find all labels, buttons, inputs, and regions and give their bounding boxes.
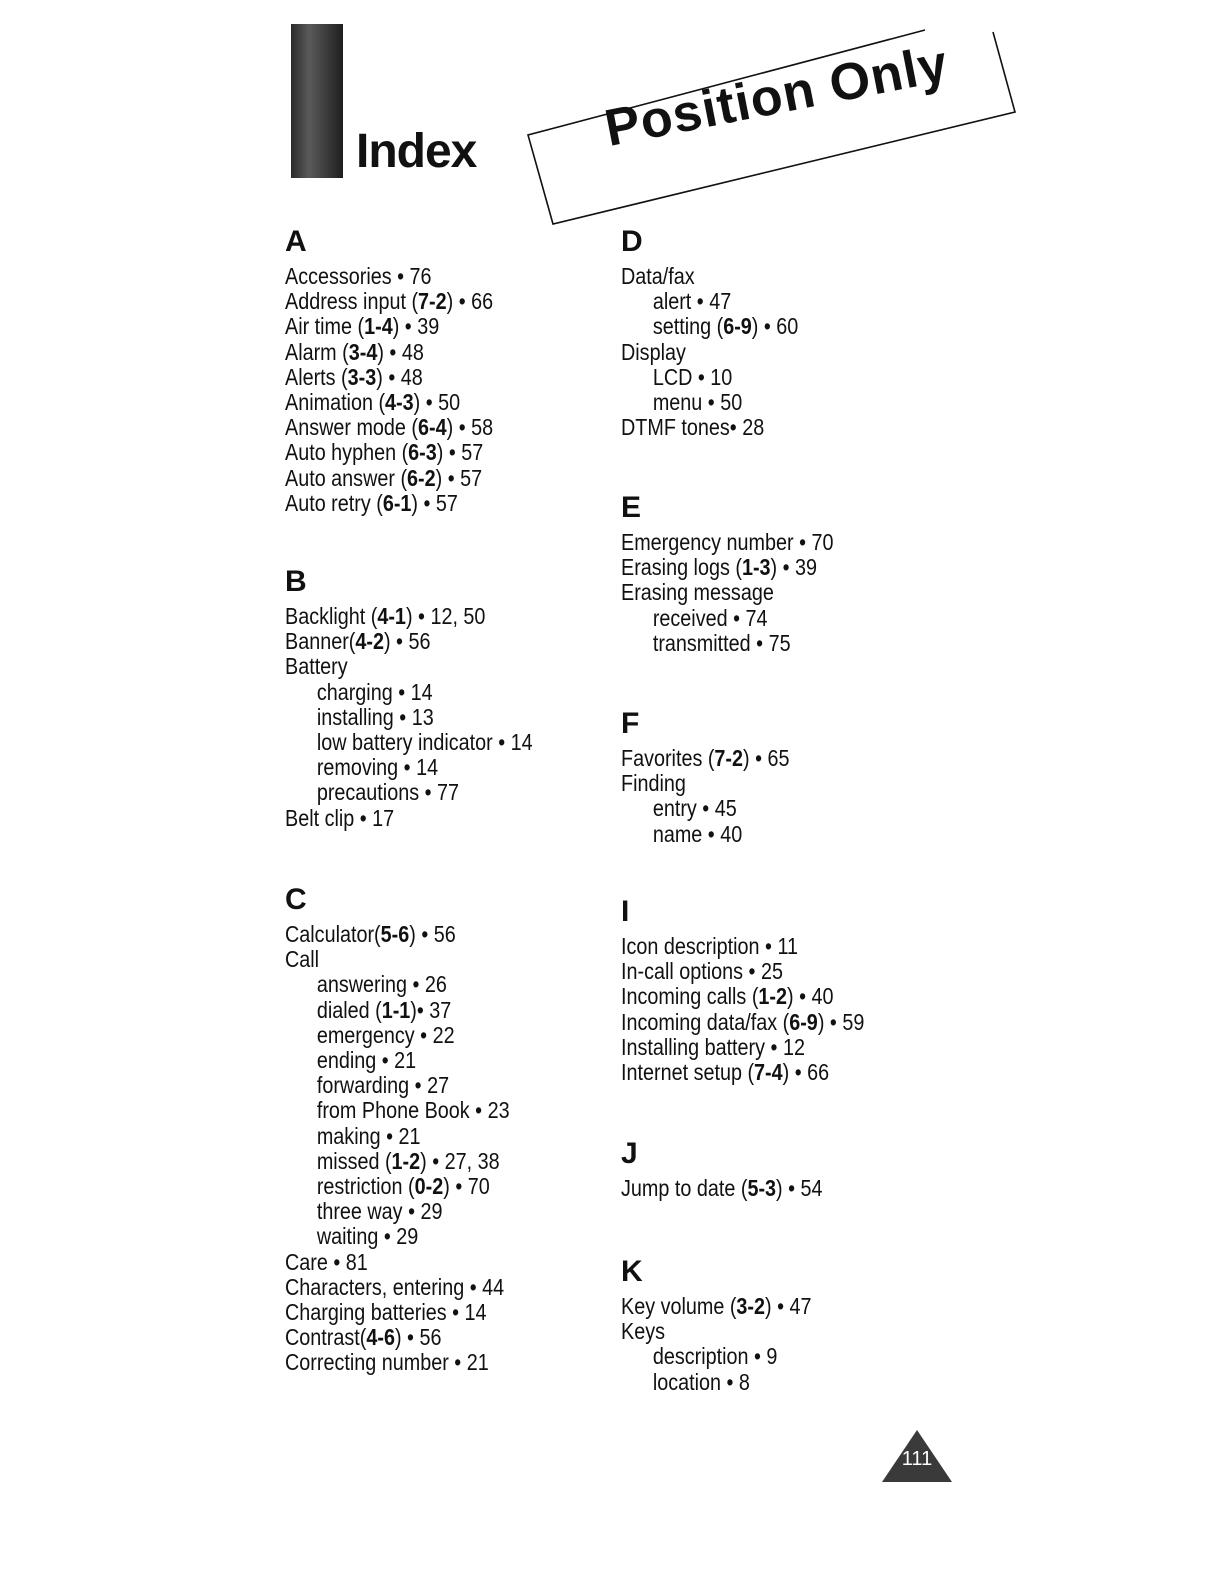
entry-text: Finding <box>621 770 686 797</box>
entry-page-ref: ) • 48 <box>376 363 423 390</box>
entry-text: Accessories • 76 <box>285 263 432 289</box>
entry-page-ref: ) • 39 <box>392 313 440 340</box>
menu-shortcut-code: 1-3 <box>741 554 771 581</box>
index-entry <box>285 1350 560 1375</box>
index-entry <box>285 415 560 440</box>
entry-page-ref: ) • 57 <box>411 489 458 516</box>
index-entry <box>621 555 905 580</box>
entry-text: Jump to date ( <box>621 1175 748 1201</box>
entry-page-ref: ) • 66 <box>782 1059 830 1086</box>
index-subentry <box>621 606 905 631</box>
entry-text: ending • 21 <box>316 1047 417 1074</box>
menu-shortcut-code: 1-2 <box>758 983 788 1010</box>
entry-page-ref: ) • 40 <box>787 983 834 1010</box>
section-letter: K <box>621 1255 643 1288</box>
entry-page-ref: ) • 27, 38 <box>420 1147 500 1174</box>
index-subentry <box>285 1149 560 1174</box>
entry-text: entry • 45 <box>652 795 737 822</box>
menu-shortcut-code: 6-9 <box>723 313 752 340</box>
index-subentry <box>285 780 560 805</box>
entry-page-ref: ) • 56 <box>409 921 456 947</box>
entry-text: Calculator( <box>285 921 381 947</box>
entry-text: Auto retry ( <box>285 489 383 516</box>
entry-page-ref: ) • 12, 50 <box>405 603 486 629</box>
entry-text: In-call options • 25 <box>621 958 783 985</box>
index-entry <box>621 340 905 365</box>
entry-page-ref: ) • 70 <box>443 1173 490 1200</box>
index-entry <box>285 264 560 289</box>
entry-text: answering • 26 <box>316 971 447 998</box>
menu-shortcut-code: 6-1 <box>382 489 412 516</box>
entry-text: Address input ( <box>285 288 419 315</box>
index-entry <box>621 1010 905 1035</box>
entry-text: Characters, entering • 44 <box>285 1273 505 1300</box>
menu-shortcut-code: 7-2 <box>418 288 447 315</box>
index-subentry <box>621 365 905 390</box>
entry-text: from Phone Book • 23 <box>316 1097 510 1124</box>
index-subentry <box>285 972 560 997</box>
entry-text: Care • 81 <box>285 1248 368 1275</box>
entry-text: Air time ( <box>285 313 365 340</box>
menu-shortcut-code: 7-4 <box>754 1059 783 1086</box>
menu-shortcut-code: 3-3 <box>347 363 377 390</box>
index-entry <box>285 629 560 654</box>
section-letter: D <box>621 225 643 258</box>
entry-text: Keys <box>621 1318 665 1345</box>
index-entry <box>621 530 905 555</box>
index-entry <box>285 1300 560 1325</box>
menu-shortcut-code: 7-2 <box>714 745 744 771</box>
entry-page-ref: ) • 66 <box>446 288 494 315</box>
index-entry <box>621 1294 905 1319</box>
index-subentry <box>285 705 560 730</box>
entry-page-ref: ) • 59 <box>817 1008 865 1035</box>
entry-text: waiting • 29 <box>316 1223 419 1250</box>
index-entry <box>285 654 560 679</box>
index-subentry <box>621 631 905 656</box>
entry-text: Erasing logs ( <box>621 554 742 581</box>
menu-shortcut-code: 1-2 <box>391 1147 421 1174</box>
index-entry <box>285 806 560 831</box>
entry-text: dialed ( <box>316 996 382 1023</box>
index-subentry <box>285 998 560 1023</box>
index-entry <box>621 1060 905 1085</box>
entry-page-ref: ) • 57 <box>435 464 483 491</box>
menu-shortcut-code: 1-1 <box>381 996 411 1023</box>
entry-page-ref: ) • 54 <box>776 1175 823 1201</box>
index-entry <box>285 289 560 314</box>
menu-shortcut-code: 6-3 <box>408 439 437 466</box>
section-letter: E <box>621 491 642 524</box>
entry-page-ref: ) • 60 <box>751 313 799 340</box>
entry-text: Installing battery • 12 <box>621 1033 805 1060</box>
entry-text: menu • 50 <box>652 389 743 416</box>
entry-text: missed ( <box>316 1147 392 1174</box>
index-section-d <box>621 222 951 440</box>
index-entry <box>285 604 560 629</box>
entry-page-ref: ) • 48 <box>377 338 424 365</box>
section-letter: A <box>285 225 307 258</box>
index-subentry <box>621 289 905 314</box>
entry-text: installing • 13 <box>316 703 434 730</box>
page-number: 111 <box>901 1448 933 1470</box>
index-entry <box>285 440 560 465</box>
index-entry <box>621 580 905 605</box>
entry-text: Incoming calls ( <box>621 983 759 1010</box>
entry-text: Alerts ( <box>285 363 348 390</box>
index-entry <box>285 1275 560 1300</box>
section-letter: C <box>285 883 307 916</box>
entry-text: Charging batteries • 14 <box>285 1299 487 1326</box>
section-letter: I <box>621 895 630 928</box>
index-subentry <box>285 1224 560 1249</box>
index-subentry <box>621 314 905 339</box>
entry-text: alert • 47 <box>652 288 732 315</box>
entry-page-ref: ) • 57 <box>436 439 484 466</box>
index-subentry <box>285 1199 560 1224</box>
section-letter: F <box>621 707 640 740</box>
index-entry <box>285 340 560 365</box>
index-entry <box>285 390 560 415</box>
index-subentry <box>621 390 905 415</box>
index-subentry <box>285 1048 560 1073</box>
entry-text: Correcting number • 21 <box>285 1349 489 1376</box>
menu-shortcut-code: 3-4 <box>348 338 378 365</box>
index-entry <box>285 491 560 516</box>
index-section-k <box>621 1252 951 1395</box>
index-section-j <box>621 1134 951 1201</box>
entry-text: Auto hyphen ( <box>285 439 409 466</box>
index-section-e <box>621 488 951 656</box>
index-entry <box>285 365 560 390</box>
entry-text: charging • 14 <box>316 678 433 705</box>
index-subentry <box>285 1073 560 1098</box>
index-section-i <box>621 892 951 1085</box>
entry-text: Call <box>285 946 320 973</box>
entry-text: forwarding • 27 <box>316 1072 450 1099</box>
entry-page-ref: ) • 56 <box>394 1324 442 1351</box>
index-entry <box>285 947 560 972</box>
index-entry <box>621 959 905 984</box>
entry-text: Key volume ( <box>621 1293 737 1319</box>
entry-text: precautions • 77 <box>316 779 460 806</box>
entry-text: setting ( <box>652 313 724 340</box>
index-subentry <box>285 730 560 755</box>
entry-text: DTMF tones• 28 <box>621 414 765 441</box>
entry-text: Erasing message <box>621 579 774 606</box>
entry-text: three way • 29 <box>316 1198 443 1225</box>
index-section-c <box>285 880 605 1376</box>
entry-text: Data/fax <box>621 263 695 289</box>
entry-text: making • 21 <box>316 1122 421 1149</box>
menu-shortcut-code: 5-3 <box>747 1175 777 1201</box>
entry-text: received • 74 <box>652 604 768 631</box>
index-entry <box>285 922 560 947</box>
index-entry <box>621 984 905 1009</box>
entry-text: Animation ( <box>285 389 386 416</box>
index-subentry <box>285 1023 560 1048</box>
entry-page-ref: )• 37 <box>410 996 452 1023</box>
index-entry <box>285 1250 560 1275</box>
index-subentry <box>621 796 905 821</box>
entry-text: Favorites ( <box>621 745 715 771</box>
menu-shortcut-code: 6-4 <box>418 414 447 441</box>
index-entry <box>285 1325 560 1350</box>
entry-text: Incoming data/fax ( <box>621 1008 790 1035</box>
menu-shortcut-code: 0-2 <box>414 1173 444 1200</box>
index-entry <box>285 466 560 491</box>
menu-shortcut-code: 3-2 <box>736 1293 766 1319</box>
entry-text: Display <box>621 338 686 365</box>
menu-shortcut-code: 6-2 <box>407 464 436 491</box>
entry-text: restriction ( <box>316 1173 415 1200</box>
entry-text: Contrast( <box>285 1324 367 1351</box>
section-letter: B <box>285 565 307 598</box>
index-subentry <box>621 822 905 847</box>
entry-text: location • 8 <box>652 1368 750 1395</box>
index-entry <box>621 1319 905 1344</box>
menu-shortcut-code: 4-3 <box>385 389 414 416</box>
index-entry <box>285 314 560 339</box>
index-section-f <box>621 704 951 847</box>
stamp-label: Position Only <box>600 34 954 158</box>
index-subentry <box>285 1124 560 1149</box>
index-subentry <box>285 1174 560 1199</box>
index-entry <box>621 415 905 440</box>
entry-page-ref: ) • 47 <box>765 1293 812 1319</box>
index-entry <box>621 771 905 796</box>
entry-text: description • 9 <box>652 1343 778 1370</box>
entry-text: LCD • 10 <box>652 363 733 390</box>
index-entry <box>621 934 905 959</box>
entry-text: Auto answer ( <box>285 464 408 491</box>
entry-text: emergency • 22 <box>316 1021 455 1048</box>
section-letter: J <box>621 1137 638 1170</box>
index-subentry <box>621 1344 905 1369</box>
entry-text: Alarm ( <box>285 338 349 365</box>
entry-text: transmitted • 75 <box>652 629 791 656</box>
page-number-badge <box>880 1428 954 1484</box>
menu-shortcut-code: 4-2 <box>355 628 384 655</box>
entry-text: Icon description • 11 <box>621 933 798 959</box>
entry-page-ref: ) • 39 <box>770 554 818 581</box>
page-title: Index <box>356 125 477 178</box>
menu-shortcut-code: 4-1 <box>377 603 406 629</box>
entry-text: Emergency number • 70 <box>621 529 834 555</box>
entry-text: removing • 14 <box>316 754 439 781</box>
index-subentry <box>285 755 560 780</box>
entry-text: Backlight ( <box>285 603 378 629</box>
index-entry <box>621 264 905 289</box>
index-subentry <box>285 680 560 705</box>
index-entry <box>621 746 905 771</box>
entry-page-ref: ) • 65 <box>743 745 790 771</box>
menu-shortcut-code: 6-9 <box>789 1008 818 1035</box>
entry-page-ref: ) • 56 <box>383 628 431 655</box>
index-entry <box>621 1176 905 1201</box>
entry-text: Internet setup ( <box>621 1059 755 1086</box>
index-subentry <box>621 1370 905 1395</box>
menu-shortcut-code: 1-4 <box>364 313 393 340</box>
index-entry <box>621 1035 905 1060</box>
entry-text: Battery <box>285 653 348 680</box>
entry-page-ref: ) • 50 <box>413 389 461 416</box>
entry-text: Answer mode ( <box>285 414 419 441</box>
menu-shortcut-code: 4-6 <box>366 1324 395 1351</box>
entry-text: name • 40 <box>652 820 743 847</box>
entry-page-ref: ) • 58 <box>446 414 494 441</box>
entry-text: Banner( <box>285 628 356 655</box>
entry-text: Belt clip • 17 <box>285 804 395 831</box>
menu-shortcut-code: 5-6 <box>380 921 410 947</box>
index-section-a <box>285 222 605 516</box>
entry-text: low battery indicator • 14 <box>316 729 533 756</box>
index-subentry <box>285 1098 560 1123</box>
index-section-b <box>285 562 605 831</box>
